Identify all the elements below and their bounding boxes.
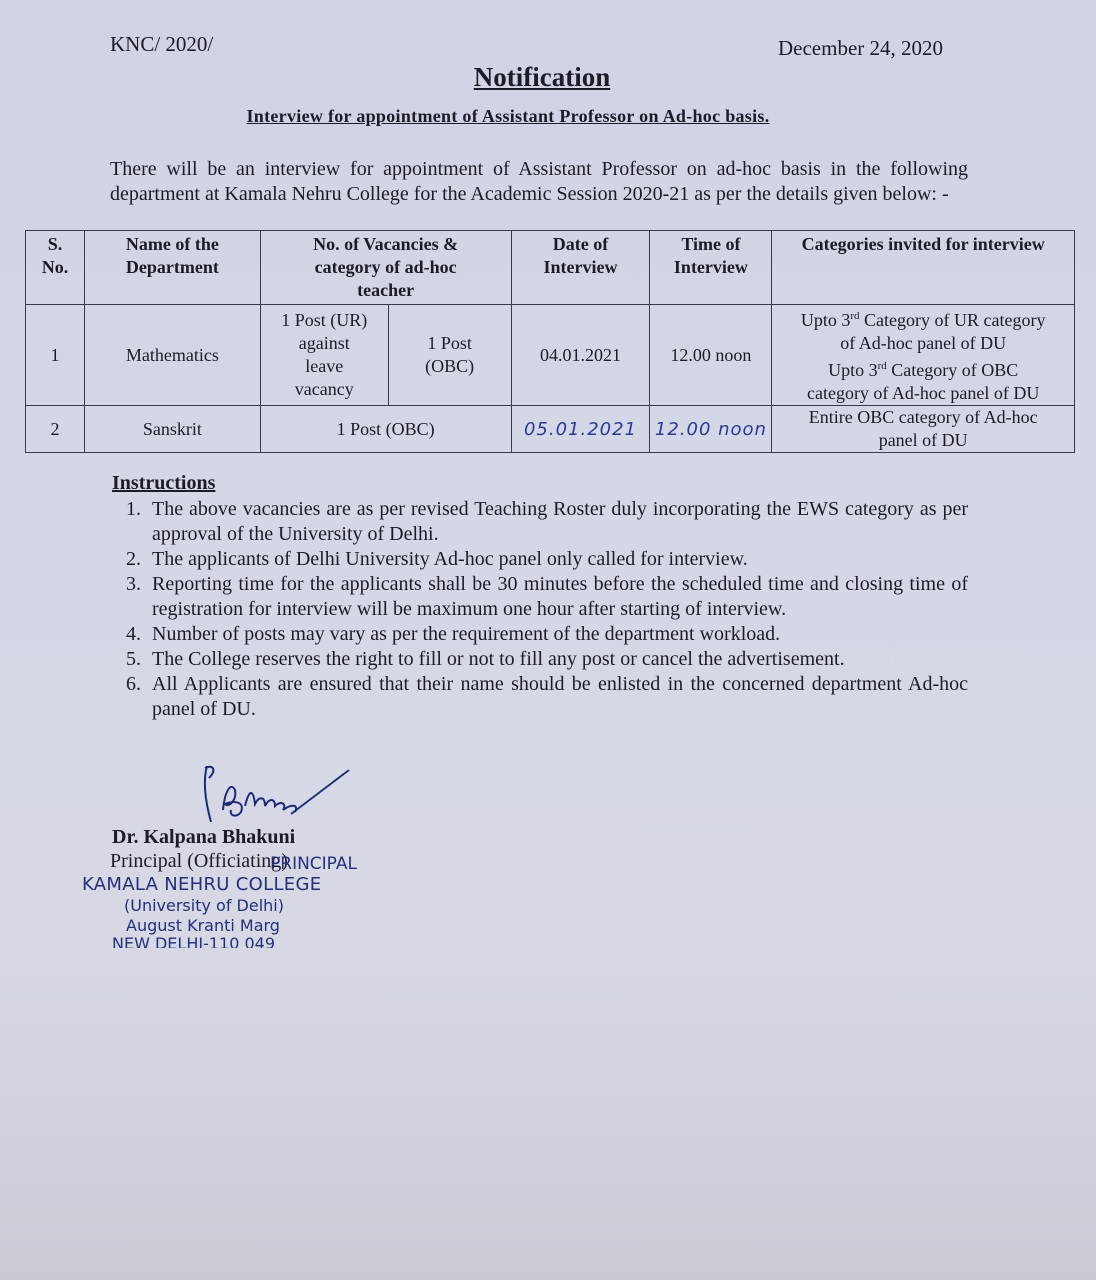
row2-vacancy: 1 Post (OBC) (260, 406, 511, 453)
row2-time-handwritten: 12.00 noon (650, 406, 772, 453)
reference-number: KNC/ 2020/ (110, 32, 214, 56)
stamp-principal: PRINCIPAL (270, 854, 357, 874)
header-categories: Categories invited for interview (772, 231, 1075, 305)
row1-date: 04.01.2021 (511, 305, 650, 406)
row2-department: Sanskrit (84, 406, 260, 453)
stamp-city: NEW DELHI-110 049 (112, 934, 276, 948)
row2-date-handwritten: 05.01.2021 (511, 406, 650, 453)
intro-paragraph: There will be an interview for appointment of Assistant Professor on ad-hoc basis in the following department at Kamala Nehru College for the Academic Session 2020-21 as per the details given below: - (110, 158, 968, 205)
list-item: 5. The College reserves the right to fill or not to fill any post or cancel the advertisement. (126, 648, 845, 670)
stamp-address: August Kranti Marg (126, 916, 280, 935)
table-row (26, 406, 1075, 453)
list-item: 1. The above vacancies are as per revised Teaching Roster duly incorporating the EWS category as per approval of the University of Delhi. (126, 498, 968, 545)
notice-date: December 24, 2020 (778, 36, 944, 60)
header-time: Time of Interview (650, 231, 772, 305)
row1-vacancy-obc: 1 Post (OBC) (388, 305, 511, 406)
signer-title: Principal (Officiating) (110, 850, 288, 872)
header-department: Name of the Department (84, 231, 260, 305)
header-sno: S. No. (26, 231, 85, 305)
row1-vacancy-ur: 1 Post (UR) against leave vacancy (260, 305, 388, 406)
row1-department: Mathematics (84, 305, 260, 406)
handwritten-signature (195, 760, 355, 830)
notice-title: Notification (473, 62, 611, 92)
list-item: 2. The applicants of Delhi University Ad-hoc panel only called for interview. (126, 548, 748, 570)
stamp-college: KAMALA NEHRU COLLEGE (82, 874, 322, 895)
row1-categories: Upto 3rd Category of UR category of Ad-hoc panel of DU Upto 3rd Category of OBC category of Ad-hoc panel of DU (772, 305, 1075, 406)
row1-time: 12.00 noon (650, 305, 772, 406)
row1-sno: 1 (26, 305, 85, 406)
instructions-list (112, 497, 968, 722)
vacancy-table (25, 230, 1075, 453)
table-header-row (26, 231, 1075, 305)
instructions-heading: Instructions (112, 472, 216, 494)
row2-sno: 2 (26, 406, 85, 453)
table-row (26, 305, 1075, 406)
signer-name: Dr. Kalpana Bhakuni (112, 826, 296, 848)
row2-categories: Entire OBC category of Ad-hoc panel of DU (772, 406, 1075, 453)
header-date: Date of Interview (511, 231, 650, 305)
list-item: 3. Reporting time for the applicants shall be 30 minutes before the scheduled time and closing time of registration for interview will be maximum one hour after starting of interview. (126, 573, 968, 620)
stamp-university: (University of Delhi) (124, 896, 284, 915)
list-item: 6. All Applicants are ensured that their name should be enlisted in the concerned department Ad-hoc panel of DU. (126, 673, 968, 720)
header-vacancies: No. of Vacancies & category of ad-hoc teacher (260, 231, 511, 305)
list-item: 4. Number of posts may vary as per the requirement of the department workload. (126, 623, 781, 645)
notice-subtitle: Interview for appointment of Assistant Professor on Ad-hoc basis. (246, 106, 770, 126)
